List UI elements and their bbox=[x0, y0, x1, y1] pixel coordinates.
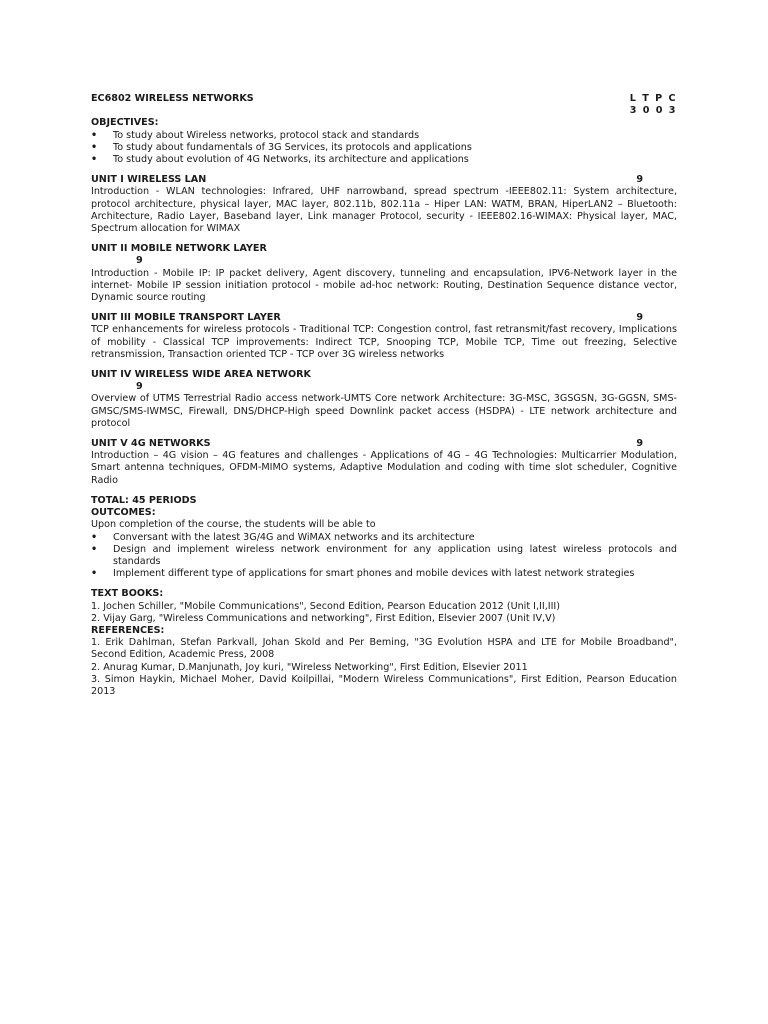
ltpc-block bbox=[630, 93, 677, 117]
outcomes-section bbox=[91, 495, 677, 580]
unit-hours: 9 bbox=[136, 381, 143, 393]
unit-hours: 9 bbox=[636, 174, 643, 186]
unit-title: UNIT III MOBILE TRANSPORT LAYER bbox=[91, 312, 281, 324]
unit-body: TCP enhancements for wireless protocols - Traditional TCP: Congestion control, fast retransmit/fast recovery, Implications of mobility - Classical TCP improvements: Indirect TCP, Snooping TCP, Mobile TCP, Time out freezing, Selective retransmission, Transaction oriented TCP - TCP over 3G wireless networks bbox=[91, 324, 677, 360]
unit-title: UNIT I WIRELESS LAN bbox=[91, 174, 207, 186]
list-item bbox=[91, 154, 677, 166]
bullet-icon: • bbox=[91, 129, 98, 141]
unit-body: Overview of UTMS Terrestrial Radio access network-UMTS Core network Architecture: 3G-MSC, 3GSGSN, 3G-GGSN, SMS-GMSC/SMS-IWMSC, Firewall, DNS/DHCP-High speed Downlink packet access (HSDPA) - LTE network architecture and protocol bbox=[91, 393, 677, 429]
text-book-item: 2. Vijay Garg, "Wireless Communications and networking", First Edition, Elsevier 2007 (Unit IV,V) bbox=[91, 612, 556, 624]
unit-heading bbox=[91, 174, 677, 186]
course-title: EC6802 WIRELESS NETWORKS bbox=[91, 93, 254, 104]
ltpc-values: 3 0 0 3 bbox=[629, 105, 677, 117]
text-books-section bbox=[91, 588, 677, 625]
list-item bbox=[91, 532, 677, 544]
unit-hours: 9 bbox=[136, 255, 143, 267]
total-periods: TOTAL: 45 PERIODS bbox=[91, 494, 197, 506]
text-book-item: 1. Jochen Schiller, "Mobile Communications", Second Edition, Pearson Education 2012 (Unit I,II,III) bbox=[91, 600, 560, 612]
outcome-text: Design and implement wireless network environment for any application using latest wireless protocols and standards bbox=[113, 543, 677, 567]
objective-text: To study about Wireless networks, protocol stack and standards bbox=[113, 129, 420, 141]
unit-hours: 9 bbox=[636, 312, 643, 324]
reference-item: 3. Simon Haykin, Michael Moher, David Koilpillai, "Modern Wireless Communications", First Edition, Pearson Education 2013 bbox=[91, 673, 677, 697]
ltpc-label: L T P C bbox=[629, 93, 677, 104]
outcomes-list bbox=[91, 532, 677, 581]
unit-3 bbox=[91, 312, 677, 361]
unit-title: UNIT IV WIRELESS WIDE AREA NETWORK bbox=[91, 369, 311, 381]
bullet-icon: • bbox=[91, 543, 98, 555]
course-header bbox=[91, 93, 677, 117]
objective-text: To study about fundamentals of 3G Services, its protocols and applications bbox=[113, 141, 472, 153]
reference-item: 2. Anurag Kumar, D.Manjunath, Joy kuri, "Wireless Networking", First Edition, Elsevier 2011 bbox=[91, 661, 528, 673]
list-item bbox=[91, 568, 677, 580]
unit-heading bbox=[91, 312, 677, 324]
unit-heading bbox=[91, 243, 677, 267]
syllabus-page bbox=[91, 93, 677, 698]
unit-body: Introduction – 4G vision – 4G features and challenges - Applications of 4G – 4G Technologies: Multicarrier Modulation, Smart antenna techniques, OFDM-MIMO systems, Adaptive Modulation and coding with time slot scheduler, Cognitive Radio bbox=[91, 450, 677, 486]
bullet-icon: • bbox=[91, 154, 98, 166]
unit-heading bbox=[91, 369, 677, 393]
reference-item: 1. Erik Dahlman, Stefan Parkvall, Johan Skold and Per Beming, "3G Evolution HSPA and LTE for Mobile Broadband", Second Edition, Academic Press, 2008 bbox=[91, 637, 677, 661]
unit-hours: 9 bbox=[636, 438, 643, 450]
unit-2 bbox=[91, 243, 677, 304]
outcomes-heading: OUTCOMES: bbox=[91, 507, 156, 519]
outcomes-intro: Upon completion of the course, the students will be able to bbox=[91, 519, 376, 531]
unit-heading bbox=[91, 438, 677, 450]
references-heading: REFERENCES: bbox=[91, 624, 165, 636]
outcome-text: Implement different type of applications for smart phones and mobile devices with latest network strategies bbox=[113, 568, 635, 580]
list-item bbox=[91, 544, 677, 568]
unit-title: UNIT V 4G NETWORKS bbox=[91, 438, 211, 450]
bullet-icon: • bbox=[91, 531, 98, 543]
objectives-list bbox=[91, 130, 677, 167]
unit-4 bbox=[91, 369, 677, 430]
unit-1 bbox=[91, 174, 677, 235]
list-item bbox=[91, 142, 677, 154]
unit-title: UNIT II MOBILE NETWORK LAYER bbox=[91, 243, 267, 255]
list-item bbox=[91, 130, 677, 142]
bullet-icon: • bbox=[91, 568, 98, 580]
unit-body: Introduction - Mobile IP: IP packet delivery, Agent discovery, tunneling and encapsulation, IPV6-Network layer in the internet- Mobile IP session initiation protocol - mobile ad-hoc network: Routing, Destination Sequence distance vector, Dynamic source routing bbox=[91, 267, 677, 304]
outcome-text: Conversant with the latest 3G/4G and WiMAX networks and its architecture bbox=[113, 531, 475, 543]
objectives-section bbox=[91, 117, 677, 166]
unit-body: Introduction - WLAN technologies: Infrared, UHF narrowband, spread spectrum -IEEE802.11: System architecture, protocol architecture, physical layer, MAC layer, 802.11b, 802.11a – Hiper LAN: WATM, BRAN, HiperLAN2 – Bluetooth: Architecture, Radio Layer, Baseband layer, Link manager Protocol, security - IEEE802.16-WIMAX: Physical layer, MAC, Spectrum allocation for WIMAX bbox=[91, 186, 677, 235]
text-books-heading: TEXT BOOKS: bbox=[91, 588, 164, 600]
unit-5 bbox=[91, 438, 677, 487]
objectives-heading: OBJECTIVES: bbox=[91, 117, 159, 129]
references-section bbox=[91, 625, 677, 698]
bullet-icon: • bbox=[91, 141, 98, 153]
objective-text: To study about evolution of 4G Networks, its architecture and applications bbox=[113, 154, 469, 166]
